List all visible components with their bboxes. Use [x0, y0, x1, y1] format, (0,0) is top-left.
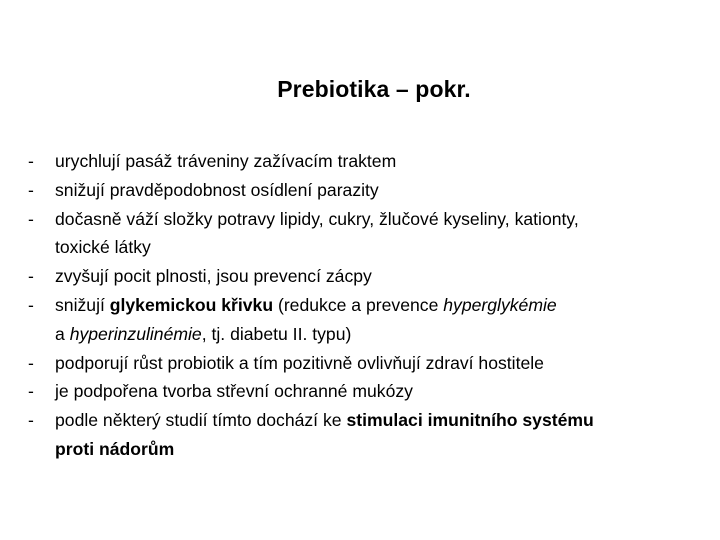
bullet-marker: - — [28, 352, 34, 373]
bullet-text: podporují růst probiotik a tím pozitivně ovlivňují zdraví hostitele — [55, 352, 544, 373]
bullet-text: snižují pravděpodobnost osídlení parazity — [55, 179, 379, 200]
list-item — [28, 262, 718, 291]
bullet-text: zvyšují pocit plnosti, jsou prevencí zácpy — [55, 266, 372, 287]
bullet-text-line-2 — [55, 320, 718, 349]
list-item — [28, 147, 718, 176]
bullet-emphasis-bold: stimulaci imunitního systému — [346, 410, 594, 431]
list-item — [28, 406, 718, 464]
list-item — [28, 377, 718, 406]
bullet-text-segment: podle některý studií tímto dochází ke — [55, 410, 347, 431]
bullet-marker: - — [28, 294, 34, 315]
bullet-text-line-1 — [55, 406, 718, 435]
bullet-emphasis-bold: proti nádorům — [55, 438, 175, 459]
bullet-text-segment: a — [55, 323, 70, 344]
list-item — [28, 205, 718, 263]
bullet-text: urychlují pasáž tráveniny zažívacím traktem — [55, 151, 397, 171]
list-item — [28, 176, 718, 205]
bullet-text-line-2: toxické látky — [55, 237, 151, 258]
bullet-marker: - — [28, 266, 34, 287]
bullet-marker: - — [28, 410, 34, 431]
bullet-text-line-2 — [55, 435, 718, 464]
bullet-marker: - — [28, 179, 34, 200]
list-item — [28, 291, 718, 349]
bullet-text-segment: snižují — [55, 294, 110, 315]
bullet-marker: - — [28, 208, 34, 229]
slide-title: Prebiotika – pokr. — [277, 76, 471, 102]
bullet-text-segment: (redukce a prevence — [273, 294, 444, 315]
bullet-emphasis-italic: hyperinzulinémie — [69, 323, 202, 344]
bullet-text-segment: , tj. diabetu II. typu) — [201, 323, 352, 344]
bullet-list — [28, 147, 718, 464]
list-item — [28, 349, 718, 378]
bullet-text: je podpořena tvorba střevní ochranné mukózy — [55, 381, 413, 402]
bullet-emphasis-italic: hyperglykémie — [443, 294, 557, 315]
bullet-emphasis-bold: glykemickou křivku — [109, 294, 274, 315]
bullet-marker: - — [28, 381, 34, 402]
bullet-text-line-1 — [55, 291, 718, 320]
bullet-text-line-1: dočasně váží složky potravy lipidy, cukry, žlučové kyseliny, kationty, — [55, 208, 579, 229]
bullet-marker: - — [28, 151, 34, 171]
